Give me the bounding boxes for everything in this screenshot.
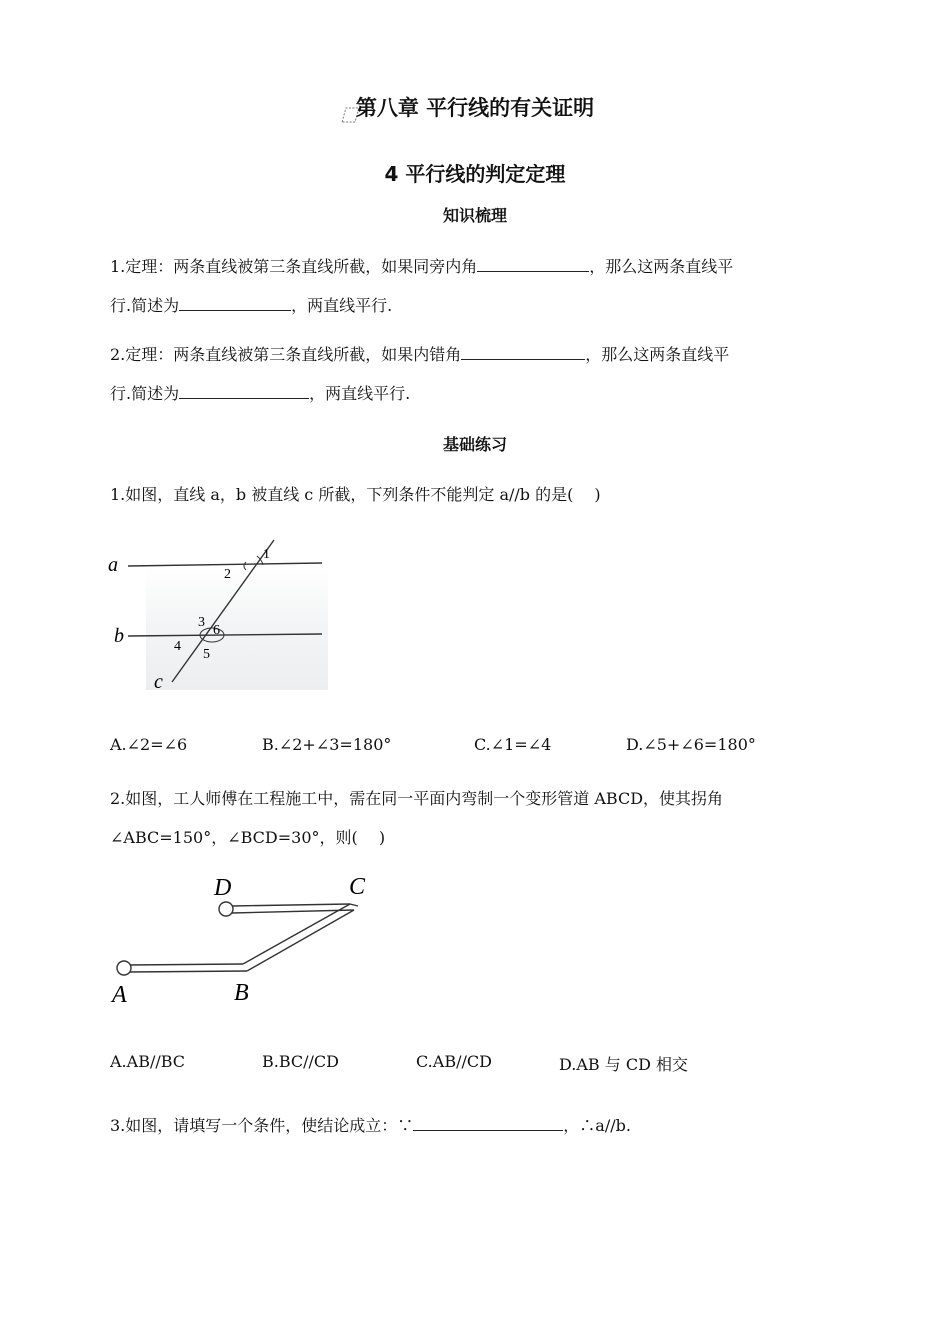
figure-parallel-lines-transversal: [106, 536, 328, 690]
pipe-cd-top: [232, 904, 350, 906]
angle-label-2: 2: [224, 567, 231, 582]
q1-option-c[interactable]: C.∠1=∠4: [474, 735, 552, 754]
q2-option-b[interactable]: B.BC//CD: [262, 1052, 339, 1071]
question-2-stem: [110, 779, 845, 857]
angle-label-6: 6: [213, 623, 220, 638]
knowledge-1-text-a: 1.定理：两条直线被第三条直线所截，如果同旁内角: [110, 257, 478, 276]
label-C: C: [349, 874, 366, 900]
knowledge-1-text-c: 行.简述为: [110, 296, 180, 315]
end-cap-d: [219, 902, 233, 916]
q2-option-a[interactable]: A.AB//BC: [110, 1052, 186, 1071]
question-3-stem: [110, 1106, 845, 1145]
angle-label-3: 3: [198, 615, 205, 630]
pipe-c-corner: [350, 904, 358, 906]
practice-heading: 基础练习: [442, 435, 507, 454]
fill-blank-q3[interactable]: [413, 1112, 563, 1131]
q2-option-d[interactable]: D.AB 与 CD 相交: [559, 1055, 688, 1074]
knowledge-item-2: [110, 335, 845, 413]
angle-label-4: 4: [174, 639, 181, 654]
label-B: B: [234, 980, 249, 1006]
chapter-title: 第八章 平行线的有关证明: [355, 96, 595, 120]
fill-blank-1a[interactable]: [477, 253, 589, 272]
knowledge-1-text-d: ，两直线平行.: [291, 296, 393, 315]
figure-pipe-abcd: [106, 866, 386, 1008]
knowledge-2-text-d: ，两直线平行.: [309, 384, 411, 403]
fill-blank-2a[interactable]: [461, 341, 585, 360]
end-cap-a: [117, 961, 131, 975]
knowledge-2-text-b: ，那么这两条直线平: [585, 345, 730, 364]
line-a: [128, 563, 322, 566]
question-3-text-b: ，∴a//b.: [563, 1116, 631, 1135]
knowledge-2-text-a: 2.定理：两条直线被第三条直线所截，如果内错角: [110, 345, 462, 364]
knowledge-item-1: [110, 247, 845, 325]
q1-option-d[interactable]: D.∠5+∠6=180°: [626, 735, 756, 754]
label-c: c: [154, 671, 163, 690]
figure-background: [146, 566, 328, 690]
pipe-bc-bottom: [247, 910, 354, 971]
label-A: A: [112, 982, 127, 1008]
angle-label-1: 1: [263, 547, 270, 562]
question-3-text-a: 3.如图，请填写一个条件，使结论成立：∵: [110, 1116, 414, 1135]
fill-blank-1b[interactable]: [179, 292, 291, 311]
knowledge-1-text-b: ，那么这两条直线平: [589, 257, 734, 276]
q2-option-c[interactable]: C.AB//CD: [416, 1052, 492, 1071]
label-b: b: [114, 625, 124, 647]
knowledge-2-text-c: 行.简述为: [110, 384, 180, 403]
knowledge-heading: 知识梳理: [442, 206, 507, 225]
angle-label-5: 5: [203, 647, 210, 662]
question-2-stem-line1: 2.如图，工人师傅在工程施工中，需在同一平面内弯制一个变形管道 ABCD，使其拐角: [110, 789, 724, 808]
label-D: D: [214, 875, 232, 901]
pipe-ab-bottom: [128, 971, 247, 972]
q1-option-a[interactable]: A.∠2=∠6: [110, 735, 188, 754]
section-title: 4 平行线的判定定理: [384, 162, 566, 186]
fill-blank-2b[interactable]: [179, 380, 309, 399]
question-1-stem: 1.如图，直线 a，b 被直线 c 所截，下列条件不能判定 a//b 的是( ): [110, 485, 601, 504]
label-a: a: [108, 554, 118, 576]
question-2-stem-line2: ∠ABC=150°，∠BCD=30°，则( ): [110, 828, 386, 847]
q1-option-b[interactable]: B.∠2+∠3=180°: [262, 735, 392, 754]
pipe-ab-top: [128, 964, 243, 965]
